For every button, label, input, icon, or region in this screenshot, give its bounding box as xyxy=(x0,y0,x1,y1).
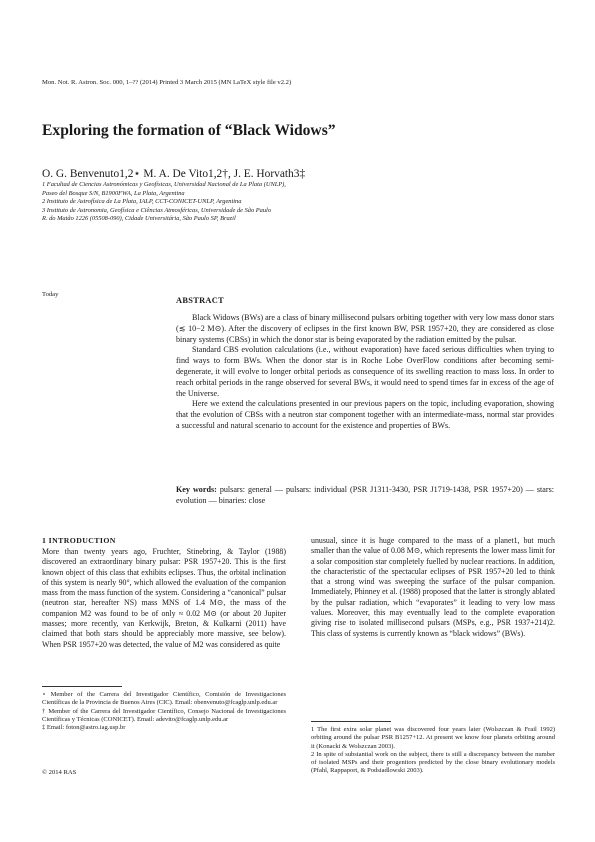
abstract-heading: ABSTRACT xyxy=(176,296,225,305)
date-label: Today xyxy=(42,291,59,298)
keywords xyxy=(176,485,554,507)
abstract-paragraph: Standard CBS evolution calculations (i.e., without evaporation) have faced serious difficulties when trying to find ways to form BWs. When the donor star is in Roche Lobe OverFlow conditions after becoming semi-degenerate, it will evolve to longer orbital periods as consequence of its swelling reaction to mass loss. In order to reach orbital periods in the range observed for several BWs, it would need to spend times far in excess of the age of the Universe. xyxy=(176,345,554,398)
footnote: ⋆ Member of the Carrera del Investigador Científico, Comisión de Investigaciones Científicas de la Provincia de Buenos Aires (CIC). Email: obenvenuto@fcaglp.unlp.edu.ar xyxy=(42,691,286,707)
footnote-rule xyxy=(42,686,122,687)
footnote: † Member of the Carrera del Investigador Científico, Consejo Nacional de Investigaciones Científicas y Técnicas (CONICET). Email: adevito@fcaglp.unlp.edu.ar xyxy=(42,707,286,723)
abstract-body xyxy=(176,313,554,432)
intro-text-right: unusual, since it is huge compared to the mass of a planet1, but much smaller than the value of 0.08 M⊙, which represents the lower mass limit for a solar composition star completely fuelled by nuclear reactions. In addition, the characteristic of the spectacular eclipses of PSR 1957+20 led to think that a strong wind was sweeping the surface of the pulsar companion. Immediately, Phinney et al. (1988) proposed that the latter is strongly ablated by the pulsar radiation, which “evaporates” it leading to very low mass values. Moreover, this may eventually lead to the complete evaporation giving rise to isolated millisecond pulsars (MSPs, e.g., PSR 1937+214)2. This class of systems is currently known as “black widows” (BWs). xyxy=(311,536,555,638)
keywords-text: pulsars: general — pulsars: individual (PSR J1311-3430, PSR J1719-1438, PSR 1957+20) — stars: evolution — binaries: close xyxy=(176,485,554,505)
keywords-label: Key words: xyxy=(176,485,217,494)
affiliation-line: R. do Matão 1226 (05508-090), Cidade Universitária, São Paulo SP, Brazil xyxy=(42,215,236,223)
footnote-rule xyxy=(311,721,391,722)
intro-text-left: More than twenty years ago, Fruchter, Stinebring, & Taylor (1988) discovered an extraordinary binary pulsar: PSR 1957+20. This is the first known object of this class that exhibits eclipses. Thus, the orbital inclination of this system is nearly 90°, which allowed the evaluation of the companion mass from the mass function of the system. Considering a “canonical” pulsar (neutron star, hereafter NS) mass MNS of 1.4 M⊙, the mass of the companion M2 was found to be of only ≈ 0.02 M⊙ (or about 20 Jupiter masses; more recently, van Kerkwijk, Breton, & Kulkarni (2011) have claimed that both stars should be appreciably more massive, see below). When PSR 1957+20 was detected, the value of M2 was considered as quite xyxy=(42,547,286,649)
footnote: 2 In spite of substantial work on the subject, there is still a discrepancy between the number of isolated MSPs and their progenitors predicted by the close binary evolutionary models (Pfahl, Rappaport, & Podsiadlowski 2003). xyxy=(311,750,555,775)
affiliation-line: 3 Instituto de Astronomia, Geofísica e Ciências Atmosféricas, Universidade de São Paulo xyxy=(42,206,272,214)
running-header: Mon. Not. R. Astron. Soc. 000, 1–?? (2014) Printed 3 March 2015 (MN LaTeX style file v2.2) xyxy=(42,79,292,86)
intro-column-left xyxy=(42,547,286,650)
section-heading: 1 INTRODUCTION xyxy=(42,536,116,545)
copyright: © 2014 RAS xyxy=(42,769,77,776)
abstract-paragraph: Here we extend the calculations presented in our previous papers on the topic, including evaporation, showing that the evolution of CBSs with a neutron star component together with an intermediate-mass, normal star provides a successful and natural scenario to account for the existence and properties of BWs. xyxy=(176,399,554,430)
footnote: ‡ Email: foton@astro.iag.usp.br xyxy=(42,724,126,732)
affiliations xyxy=(42,181,482,224)
abstract-paragraph: Black Widows (BWs) are a class of binary millisecond pulsars orbiting together with very low mass donor stars (≲ 10−2 M⊙). After the discovery of eclipses in the first known BW, PSR 1957+20, they are considered as close binary systems (CBSs) in which the donor star is being evaporated by the radiation emitted by the pulsar. xyxy=(176,313,554,344)
affiliation-line: 2 Instituto de Astrofísica de La Plata, IALP, CCT-CONICET-UNLP, Argentina xyxy=(42,198,242,206)
intro-column-right xyxy=(311,536,555,639)
footnotes-left xyxy=(42,691,286,732)
footnote: 1 The first extra solar planet was discovered four years later (Wolszczan & Frail 1992) orbiting around the pulsar PSR B1257+12. At present we know four planets orbiting around it (Konacki & Wolszczan 2003). xyxy=(311,726,555,750)
affiliation-line: 1 Facultad de Ciencias Astronómicas y Geofísicas, Universidad Nacional de La Plata (UNLP), xyxy=(42,181,286,188)
affiliation-line: Paseo del Bosque S/N, B1900FWA, La Plata, Argentina xyxy=(42,189,185,197)
paper-title: Exploring the formation of “Black Widows” xyxy=(42,122,336,139)
footnotes-right xyxy=(311,726,555,776)
author-list: O. G. Benvenuto1,2⋆ M. A. De Vito1,2†, J. E. Horvath3‡ xyxy=(42,168,306,180)
